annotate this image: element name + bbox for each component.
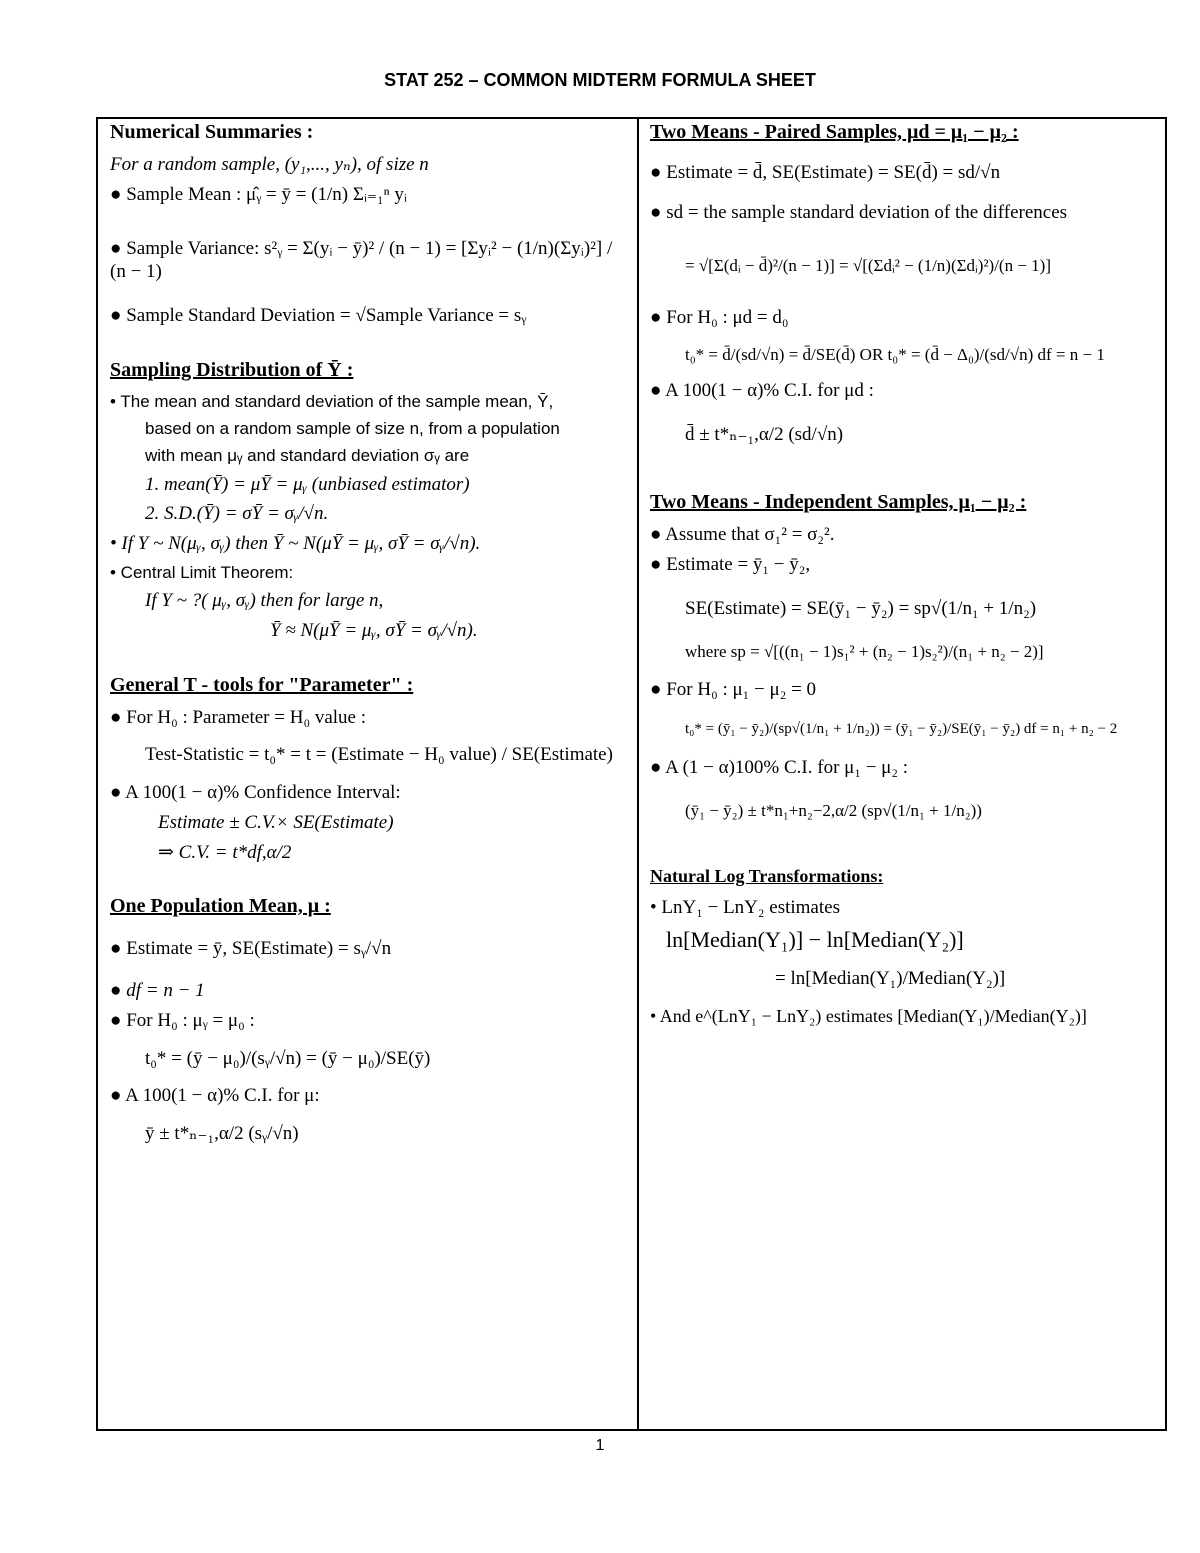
numerical-intro: For a random sample, (y₁,..., yₙ), of size n [110, 154, 429, 175]
paired-line-3: = √[Σ(dᵢ − d̄)²/(n − 1)] = √[(Σdᵢ² − (1/n)(Σdᵢ)²)/(n − 1)] [685, 255, 1051, 275]
column-divider [637, 117, 639, 1431]
independent-line-6: t₀* = (ȳ₁ − ȳ₂)/(sp√(1/n₁ + 1/n₂)) = (ȳ₁ − ȳ₂)/SE(ȳ₁ − ȳ₂) df = n₁ + n₂ − 2 [685, 720, 1118, 737]
sampling-line-6: • If Y ~ N(μᵧ, σᵧ) then Ȳ ~ N(μȲ = μᵧ, σȲ = σᵧ/√n). [110, 533, 481, 554]
ttools-line-3: ● A 100(1 − α)% Confidence Interval: [110, 782, 401, 803]
paired-line-7: d̄ ± t*ₙ₋₁,α/2 (sd/√n) [685, 423, 844, 445]
sampling-line-4: 1. mean(Ȳ) = μȲ = μᵧ (unbiased estimator) [145, 473, 470, 495]
independent-line-4: where sp = √[((n₁ − 1)s₁² + (n₂ − 1)s₂²)/(n₁ + n₂ − 2)] [685, 641, 1044, 661]
paired-line-5: t₀* = d̄/(sd/√n) = d̄/SE(d̄) OR t₀* = (d̄ − Δ₀)/(sd/√n) df = n − 1 [685, 344, 1105, 364]
independent-line-3: SE(Estimate) = SE(ȳ₁ − ȳ₂) = sp√(1/n₁ + 1/n₂) [685, 597, 1037, 619]
independent-line-1: ● Assume that σ₁² = σ₂². [650, 524, 835, 546]
paired-line-2: ● sd = the sample standard deviation of the differences [650, 201, 1068, 223]
page-number: 1 [595, 1437, 605, 1454]
section-general-t-tools: General T - tools for "Parameter" : [110, 673, 414, 696]
section-one-population-mean: One Population Mean, μ : [110, 895, 331, 918]
sampling-line-8: If Y ~ ?( μᵧ, σᵧ) then for large n, [145, 590, 384, 611]
sampling-line-2: based on a random sample of size n, from a population [145, 419, 560, 438]
ttools-line-1: ● For H₀ : Parameter = H₀ value : [110, 706, 366, 728]
log-line-3: = ln[Median(Y₁)/Median(Y₂)] [775, 968, 1006, 989]
onemean-line-2: ● df = n − 1 [110, 980, 205, 1001]
sampling-line-3: with mean μᵧ and standard deviation σᵧ are [145, 446, 470, 466]
section-sampling-distribution: Sampling Distribution of Ȳ : [110, 358, 354, 381]
section-natural-log: Natural Log Transformations: [650, 866, 884, 887]
sampling-line-7: • Central Limit Theorem: [110, 562, 294, 582]
section-numerical-summaries: Numerical Summaries : [110, 121, 314, 143]
paired-line-6: ● A 100(1 − α)% C.I. for μd : [650, 379, 874, 401]
log-line-4: • And e^(LnY₁ − LnY₂) estimates [Median(Y₁)/Median(Y₂)] [650, 1005, 1087, 1026]
onemean-line-1: ● Estimate = ȳ, SE(Estimate) = sᵧ/√n [110, 938, 392, 960]
independent-line-5: ● For H₀ : μ₁ − μ₂ = 0 [650, 678, 817, 700]
onemean-line-6: ȳ ± t*ₙ₋₁,α/2 (sᵧ/√n) [145, 1123, 299, 1144]
onemean-line-4: t₀* = (ȳ − μ₀)/(sᵧ/√n) = (ȳ − μ₀)/SE(ȳ) [145, 1047, 431, 1069]
section-independent-samples: Two Means - Independent Samples, μ₁ − μ₂ : [650, 491, 1027, 514]
page-title: STAT 252 – COMMON MIDTERM FORMULA SHEET [384, 70, 816, 90]
independent-line-7: ● A (1 − α)100% C.I. for μ₁ − μ₂ : [650, 757, 909, 779]
paired-line-1: ● Estimate = d̄, SE(Estimate) = SE(d̄) = sd/√n [650, 162, 1001, 183]
sampling-line-1: • The mean and standard deviation of the sample mean, Ȳ, [110, 391, 554, 411]
onemean-line-3: ● For H₀ : μᵧ = μ₀ : [110, 1009, 255, 1031]
sampling-line-9: Ȳ ≈ N(μȲ = μᵧ, σȲ = σᵧ/√n). [270, 619, 478, 641]
paired-line-4: ● For H₀ : μd = d₀ [650, 306, 789, 328]
right-column [650, 120, 1160, 1033]
sample-sd-formula: ● Sample Standard Deviation = √Sample Variance = sᵧ [110, 305, 527, 326]
independent-line-2: ● Estimate = ȳ₁ − ȳ₂, [650, 554, 811, 575]
ttools-line-2: Test-Statistic = t₀* = t = (Estimate − H₀ value) / SE(Estimate) [145, 744, 613, 766]
sampling-line-5: 2. S.D.(Ȳ) = σȲ = σᵧ/√n. [145, 503, 329, 525]
sample-variance-formula: ● Sample Variance: s²ᵧ = Σ(yᵢ − ȳ)² / (n − 1) = [Σyᵢ² − (1/n)(Σyᵢ)²] / (n − 1) [110, 237, 613, 283]
section-paired-samples: Two Means - Paired Samples, μd = μ₁ − μ₂ : [650, 121, 1019, 143]
ttools-line-5: ⇒ C.V. = t*df,α/2 [158, 841, 292, 863]
independent-line-8: (ȳ₁ − ȳ₂) ± t*n₁+n₂−2,α/2 (sp√(1/n₁ + 1/n₂)) [685, 801, 982, 820]
left-column [110, 120, 630, 1152]
sample-mean-formula: ● Sample Mean : μ̂ᵧ = ȳ = (1/n) Σᵢ₌₁ⁿ yᵢ [110, 183, 408, 205]
log-line-2: ln[Median(Y₁)] − ln[Median(Y₂)] [666, 926, 964, 952]
log-line-1: • LnY₁ − LnY₂ estimates [650, 896, 840, 918]
ttools-line-4: Estimate ± C.V.× SE(Estimate) [158, 811, 394, 833]
onemean-line-5: ● A 100(1 − α)% C.I. for μ: [110, 1085, 320, 1107]
